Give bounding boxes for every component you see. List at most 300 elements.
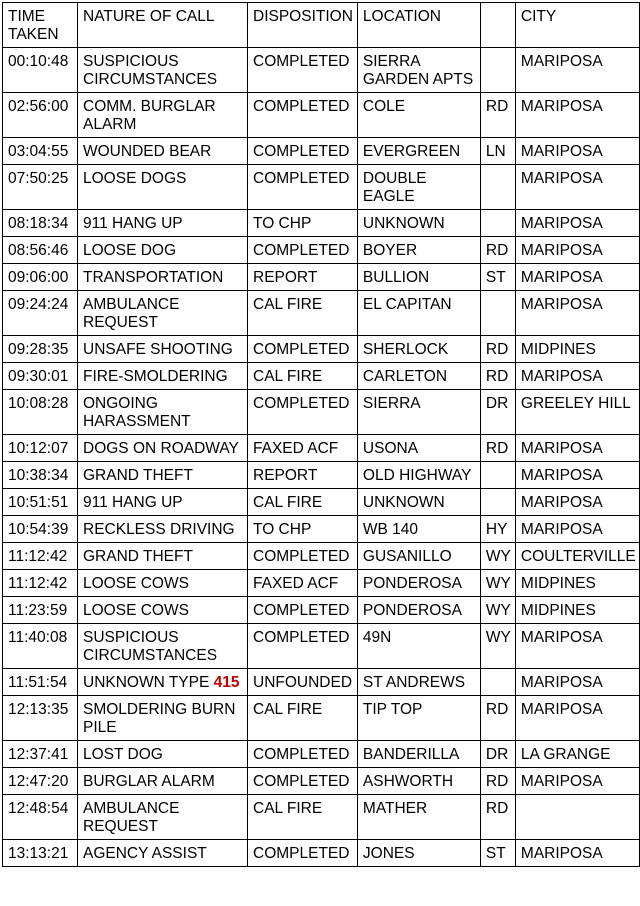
table-row: [3, 336, 640, 363]
nature-text: ONGOING HARASSMENT: [83, 395, 191, 430]
time-text: 11:12:42: [8, 548, 68, 565]
suffix-text: WY: [485, 548, 511, 565]
city-cell: [515, 462, 639, 489]
disposition-cell: [248, 48, 358, 93]
suffix-text: DR: [485, 746, 509, 763]
suffix-cell: [480, 597, 515, 624]
time-cell: [3, 264, 78, 291]
table-row: [3, 741, 640, 768]
location-cell: [357, 363, 480, 390]
disposition-cell: [248, 237, 358, 264]
disposition-cell: [248, 264, 358, 291]
city-text: MIDPINES: [520, 575, 596, 592]
time-text: 02:56:00: [8, 98, 69, 115]
time-text: 10:38:34: [8, 467, 69, 484]
location-text: BANDERILLA: [362, 746, 460, 763]
suffix-cell: [480, 165, 515, 210]
suffix-cell: [480, 291, 515, 336]
time-cell: [3, 336, 78, 363]
disposition-text: COMPLETED: [253, 602, 350, 619]
location-text: SIERRA GARDEN APTS: [362, 53, 474, 88]
time-text: 09:30:01: [8, 368, 69, 385]
location-cell: [357, 489, 480, 516]
suffix-cell: [480, 237, 515, 264]
disposition-text: COMPLETED: [253, 170, 350, 187]
disposition-text: COMPLETED: [253, 746, 350, 763]
time-text: 13:13:21: [8, 845, 69, 862]
suffix-text: RD: [485, 800, 509, 817]
location-text: JONES: [362, 845, 415, 862]
city-cell: [515, 291, 639, 336]
city-text: MARIPOSA: [520, 98, 603, 115]
location-cell: [357, 165, 480, 210]
location-cell: [357, 291, 480, 336]
location-text: USONA: [362, 440, 419, 457]
suffix-cell: [480, 390, 515, 435]
suffix-cell: [480, 435, 515, 462]
location-cell: [357, 768, 480, 795]
disposition-cell: [248, 624, 358, 669]
disposition-text: TO CHP: [253, 521, 312, 538]
location-cell: [357, 93, 480, 138]
location-text: DOUBLE EAGLE: [362, 170, 427, 205]
location-text: SHERLOCK: [362, 341, 449, 358]
disposition-text: FAXED ACF: [253, 575, 339, 592]
header-location: LOCATION: [357, 3, 480, 48]
time-text: 12:13:35: [8, 701, 69, 718]
nature-text: AGENCY ASSIST: [83, 845, 207, 862]
nature-text: SMOLDERING BURN PILE: [83, 701, 236, 736]
location-cell: [357, 435, 480, 462]
nature-text: WOUNDED BEAR: [83, 143, 212, 160]
disposition-cell: [248, 570, 358, 597]
city-text: COULTERVILLE: [520, 548, 636, 565]
disposition-text: CAL FIRE: [253, 701, 323, 718]
time-cell: [3, 291, 78, 336]
disposition-text: CAL FIRE: [253, 494, 323, 511]
city-cell: [515, 165, 639, 210]
suffix-text: WY: [485, 602, 511, 619]
table-row: [3, 840, 640, 867]
nature-code-highlight: 415: [213, 674, 240, 691]
time-text: 11:23:59: [8, 602, 68, 619]
nature-cell: [78, 138, 248, 165]
location-text: UNKNOWN: [362, 215, 445, 232]
city-text: MARIPOSA: [520, 467, 603, 484]
location-text: ASHWORTH: [362, 773, 454, 790]
location-text: ST ANDREWS: [362, 674, 466, 691]
city-text: MARIPOSA: [520, 773, 603, 790]
table-row: [3, 768, 640, 795]
location-text: OLD HIGHWAY: [362, 467, 472, 484]
time-text: 11:12:42: [8, 575, 68, 592]
disposition-text: TO CHP: [253, 215, 312, 232]
city-cell: [515, 435, 639, 462]
city-text: MARIPOSA: [520, 53, 603, 70]
suffix-text: RD: [485, 368, 509, 385]
location-cell: [357, 840, 480, 867]
time-cell: [3, 48, 78, 93]
nature-text: AMBULANCE REQUEST: [83, 800, 180, 835]
table-row: [3, 237, 640, 264]
nature-cell: [78, 462, 248, 489]
suffix-cell: [480, 462, 515, 489]
location-text: EL CAPITAN: [362, 296, 452, 313]
city-text: MARIPOSA: [520, 701, 603, 718]
disposition-text: CAL FIRE: [253, 368, 323, 385]
table-row: [3, 795, 640, 840]
disposition-cell: [248, 210, 358, 237]
location-cell: [357, 336, 480, 363]
nature-cell: [78, 435, 248, 462]
location-cell: [357, 210, 480, 237]
location-cell: [357, 390, 480, 435]
city-cell: [515, 570, 639, 597]
nature-text: DOGS ON ROADWAY: [83, 440, 239, 457]
city-cell: [515, 48, 639, 93]
city-cell: [515, 489, 639, 516]
city-cell: [515, 741, 639, 768]
city-cell: [515, 840, 639, 867]
table-row: [3, 489, 640, 516]
suffix-cell: [480, 336, 515, 363]
disposition-cell: [248, 435, 358, 462]
disposition-cell: [248, 840, 358, 867]
disposition-text: COMPLETED: [253, 53, 350, 70]
table-row: [3, 624, 640, 669]
time-text: 11:51:54: [8, 674, 68, 691]
city-cell: [515, 138, 639, 165]
disposition-cell: [248, 597, 358, 624]
disposition-text: CAL FIRE: [253, 296, 323, 313]
suffix-cell: [480, 624, 515, 669]
nature-text: LOOSE COWS: [83, 602, 189, 619]
location-text: PONDEROSA: [362, 602, 462, 619]
nature-text: SUSPICIOUS CIRCUMSTANCES: [83, 629, 218, 664]
location-cell: [357, 264, 480, 291]
nature-text: FIRE-SMOLDERING: [83, 368, 228, 385]
time-cell: [3, 210, 78, 237]
nature-cell: [78, 291, 248, 336]
location-text: UNKNOWN: [362, 494, 445, 511]
table-row: [3, 696, 640, 741]
city-text: MIDPINES: [520, 341, 596, 358]
location-text: GUSANILLO: [362, 548, 452, 565]
location-text: 49N: [362, 629, 392, 646]
nature-cell: [78, 489, 248, 516]
disposition-cell: [248, 741, 358, 768]
city-cell: [515, 516, 639, 543]
city-text: MARIPOSA: [520, 269, 603, 286]
disposition-text: CAL FIRE: [253, 800, 323, 817]
suffix-cell: [480, 840, 515, 867]
suffix-cell: [480, 768, 515, 795]
time-text: 12:37:41: [8, 746, 69, 763]
time-cell: [3, 363, 78, 390]
nature-text: 911 HANG UP: [83, 215, 183, 232]
location-cell: [357, 741, 480, 768]
suffix-cell: [480, 741, 515, 768]
suffix-text: WY: [485, 629, 511, 646]
disposition-text: COMPLETED: [253, 341, 350, 358]
time-text: 08:18:34: [8, 215, 69, 232]
time-cell: [3, 669, 78, 696]
disposition-cell: [248, 795, 358, 840]
time-cell: [3, 624, 78, 669]
table-row: [3, 48, 640, 93]
location-cell: [357, 138, 480, 165]
location-text: TIP TOP: [362, 701, 423, 718]
header-nature-of-call: NATURE OF CALL: [78, 3, 248, 48]
city-text: MARIPOSA: [520, 215, 603, 232]
header-street-suffix: [480, 3, 515, 48]
time-cell: [3, 165, 78, 210]
disposition-cell: [248, 489, 358, 516]
disposition-text: FAXED ACF: [253, 440, 339, 457]
time-cell: [3, 390, 78, 435]
location-cell: [357, 669, 480, 696]
disposition-cell: [248, 390, 358, 435]
table-row: [3, 93, 640, 138]
suffix-text: ST: [485, 269, 506, 286]
nature-text: GRAND THEFT: [83, 467, 193, 484]
city-text: MARIPOSA: [520, 143, 603, 160]
table-row: [3, 516, 640, 543]
city-text: MARIPOSA: [520, 440, 603, 457]
time-text: 09:24:24: [8, 296, 69, 313]
suffix-cell: [480, 93, 515, 138]
nature-text: LOOSE DOG: [83, 242, 177, 259]
nature-text: UNKNOWN TYPE: [83, 674, 210, 691]
time-cell: [3, 93, 78, 138]
city-text: MARIPOSA: [520, 296, 603, 313]
city-cell: [515, 696, 639, 741]
nature-cell: [78, 516, 248, 543]
suffix-text: RD: [485, 773, 509, 790]
time-cell: [3, 696, 78, 741]
time-cell: [3, 237, 78, 264]
nature-text: GRAND THEFT: [83, 548, 193, 565]
nature-cell: [78, 363, 248, 390]
disposition-cell: [248, 363, 358, 390]
header-time-taken: TIME TAKEN: [3, 3, 78, 48]
table-row: [3, 597, 640, 624]
city-text: MARIPOSA: [520, 242, 603, 259]
table-row: [3, 435, 640, 462]
disposition-cell: [248, 696, 358, 741]
nature-cell: [78, 543, 248, 570]
city-cell: [515, 210, 639, 237]
nature-cell: [78, 795, 248, 840]
table-row: [3, 291, 640, 336]
city-cell: [515, 363, 639, 390]
table-row: [3, 138, 640, 165]
disposition-text: COMPLETED: [253, 242, 350, 259]
table-row: [3, 363, 640, 390]
time-cell: [3, 570, 78, 597]
nature-text: AMBULANCE REQUEST: [83, 296, 180, 331]
disposition-text: COMPLETED: [253, 845, 350, 862]
time-text: 10:51:51: [8, 494, 69, 511]
nature-cell: [78, 669, 248, 696]
call-log-table: [2, 2, 640, 867]
nature-text: LOST DOG: [83, 746, 163, 763]
header-disposition: DISPOSITION: [248, 3, 358, 48]
city-text: MARIPOSA: [520, 521, 603, 538]
nature-text: UNSAFE SHOOTING: [83, 341, 233, 358]
suffix-cell: [480, 516, 515, 543]
time-text: 12:48:54: [8, 800, 69, 817]
disposition-text: COMPLETED: [253, 773, 350, 790]
suffix-text: LN: [485, 143, 506, 160]
header-city: CITY: [515, 3, 639, 48]
time-cell: [3, 138, 78, 165]
suffix-text: WY: [485, 575, 511, 592]
nature-cell: [78, 570, 248, 597]
nature-cell: [78, 48, 248, 93]
location-cell: [357, 570, 480, 597]
location-text: SIERRA: [362, 395, 421, 412]
nature-cell: [78, 840, 248, 867]
nature-cell: [78, 597, 248, 624]
table-row: [3, 462, 640, 489]
nature-text: LOOSE COWS: [83, 575, 189, 592]
city-cell: [515, 768, 639, 795]
suffix-text: RD: [485, 701, 509, 718]
time-text: 00:10:48: [8, 53, 69, 70]
time-text: 11:40:08: [8, 629, 68, 646]
city-cell: [515, 669, 639, 696]
location-cell: [357, 696, 480, 741]
suffix-text: RD: [485, 440, 509, 457]
suffix-cell: [480, 363, 515, 390]
location-text: WB 140: [362, 521, 419, 538]
disposition-cell: [248, 165, 358, 210]
nature-text: COMM. BURGLAR ALARM: [83, 98, 216, 133]
suffix-text: DR: [485, 395, 509, 412]
nature-cell: [78, 390, 248, 435]
nature-text: BURGLAR ALARM: [83, 773, 215, 790]
time-cell: [3, 768, 78, 795]
location-text: COLE: [362, 98, 406, 115]
disposition-text: REPORT: [253, 467, 318, 484]
suffix-cell: [480, 264, 515, 291]
suffix-cell: [480, 696, 515, 741]
city-text: MARIPOSA: [520, 368, 603, 385]
city-text: GREELEY HILL: [520, 395, 631, 412]
location-cell: [357, 795, 480, 840]
city-cell: [515, 543, 639, 570]
header-row: [3, 3, 640, 48]
time-cell: [3, 435, 78, 462]
time-cell: [3, 741, 78, 768]
location-text: EVERGREEN: [362, 143, 461, 160]
city-text: MIDPINES: [520, 602, 596, 619]
time-cell: [3, 597, 78, 624]
nature-cell: [78, 264, 248, 291]
nature-cell: [78, 741, 248, 768]
table-row: [3, 264, 640, 291]
suffix-cell: [480, 48, 515, 93]
nature-cell: [78, 768, 248, 795]
location-cell: [357, 462, 480, 489]
disposition-cell: [248, 669, 358, 696]
time-text: 09:28:35: [8, 341, 69, 358]
disposition-text: COMPLETED: [253, 98, 350, 115]
time-cell: [3, 462, 78, 489]
table-row: [3, 543, 640, 570]
nature-cell: [78, 165, 248, 210]
table-row: [3, 390, 640, 435]
city-text: MARIPOSA: [520, 494, 603, 511]
table-row: [3, 165, 640, 210]
suffix-text: RD: [485, 98, 509, 115]
city-text: MARIPOSA: [520, 674, 603, 691]
suffix-text: RD: [485, 242, 509, 259]
city-cell: [515, 336, 639, 363]
city-cell: [515, 237, 639, 264]
nature-text: 911 HANG UP: [83, 494, 183, 511]
nature-cell: [78, 93, 248, 138]
disposition-text: COMPLETED: [253, 548, 350, 565]
location-text: CARLETON: [362, 368, 448, 385]
suffix-cell: [480, 669, 515, 696]
location-text: BULLION: [362, 269, 430, 286]
suffix-cell: [480, 210, 515, 237]
nature-text: TRANSPORTATION: [83, 269, 224, 286]
suffix-cell: [480, 138, 515, 165]
time-cell: [3, 795, 78, 840]
city-text: MARIPOSA: [520, 629, 603, 646]
suffix-cell: [480, 489, 515, 516]
disposition-cell: [248, 516, 358, 543]
location-cell: [357, 624, 480, 669]
suffix-cell: [480, 543, 515, 570]
location-cell: [357, 237, 480, 264]
city-cell: [515, 597, 639, 624]
time-cell: [3, 516, 78, 543]
time-text: 03:04:55: [8, 143, 69, 160]
table-row: [3, 210, 640, 237]
city-text: MARIPOSA: [520, 170, 603, 187]
time-cell: [3, 840, 78, 867]
disposition-text: UNFOUNDED: [253, 674, 353, 691]
city-text: MARIPOSA: [520, 845, 603, 862]
disposition-cell: [248, 291, 358, 336]
disposition-cell: [248, 138, 358, 165]
call-log-body: [3, 48, 640, 867]
time-text: 10:08:28: [8, 395, 69, 412]
table-row: [3, 570, 640, 597]
location-text: MATHER: [362, 800, 428, 817]
suffix-text: ST: [485, 845, 506, 862]
nature-cell: [78, 237, 248, 264]
disposition-cell: [248, 768, 358, 795]
table-row: [3, 669, 640, 696]
disposition-text: COMPLETED: [253, 395, 350, 412]
location-text: BOYER: [362, 242, 418, 259]
location-text: PONDEROSA: [362, 575, 462, 592]
time-text: 10:54:39: [8, 521, 69, 538]
nature-cell: [78, 696, 248, 741]
nature-cell: [78, 336, 248, 363]
disposition-cell: [248, 93, 358, 138]
location-cell: [357, 597, 480, 624]
time-text: 08:56:46: [8, 242, 69, 259]
city-cell: [515, 624, 639, 669]
city-cell: [515, 795, 639, 840]
nature-text: LOOSE DOGS: [83, 170, 187, 187]
